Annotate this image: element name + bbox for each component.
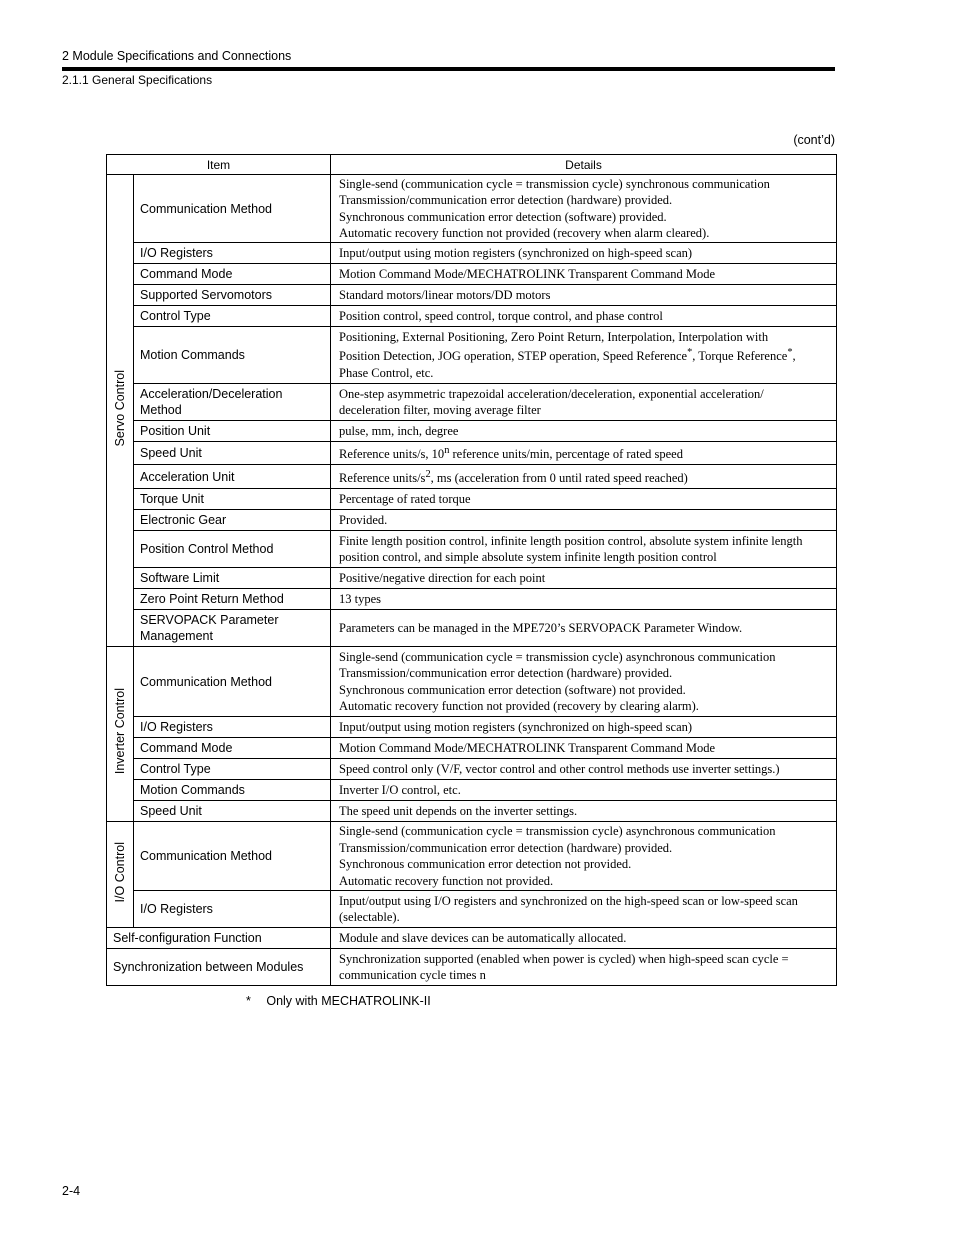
details-cell <box>331 891 837 928</box>
item-cell <box>134 306 331 327</box>
details-line: deceleration filter, moving average filter <box>339 403 541 417</box>
details-text: reference units/min, percentage of rated speed <box>449 447 683 462</box>
details-line: Transmission/communication error detection (hardware) provided. <box>339 193 673 207</box>
details-line <box>339 345 830 365</box>
item-cell <box>134 738 331 759</box>
footnote <box>246 994 431 1008</box>
details-line: (selectable). <box>339 910 400 924</box>
details-line: Percentage of rated torque <box>339 491 471 506</box>
item-label-line: Management <box>140 629 213 643</box>
item-cell <box>107 928 331 949</box>
details-cell <box>331 306 837 327</box>
details-line: Single-send (communication cycle = transmission cycle) asynchronous communication <box>339 649 776 664</box>
details-line: Positioning, External Positioning, Zero Point Return, Interpolation, Interpolation with <box>339 329 769 344</box>
details-line: Motion Command Mode/MECHATROLINK Transparent Command Mode <box>339 740 716 755</box>
details-line: Provided. <box>339 512 388 527</box>
table-row <box>107 489 837 510</box>
footnote-ref: * <box>787 347 793 359</box>
item-cell <box>134 442 331 465</box>
table-row <box>107 949 837 986</box>
details-line: One-step asymmetric trapezoidal acceleration/deceleration, exponential acceleration/ <box>339 386 764 401</box>
table-row <box>107 891 837 928</box>
table-row <box>107 285 837 306</box>
io-control-group <box>107 822 134 928</box>
item-cell <box>134 801 331 822</box>
details-line: Standard motors/linear motors/DD motors <box>339 287 551 302</box>
details-cell <box>331 285 837 306</box>
table-row <box>107 384 837 421</box>
details-line: communication cycle times n <box>339 968 486 982</box>
details-cell <box>331 531 837 568</box>
item-cell <box>134 489 331 510</box>
details-line: Finite length position control, infinite length position control, absolute system infinite length <box>339 533 803 548</box>
table-row <box>107 822 837 891</box>
table-header-row <box>107 155 837 175</box>
item-label: Zero Point Return Method <box>140 592 284 606</box>
item-label: Electronic Gear <box>140 513 227 527</box>
details-cell <box>331 759 837 780</box>
details-cell <box>331 175 837 243</box>
details-line: pulse, mm, inch, degree <box>339 423 459 438</box>
footnote-ref: * <box>687 347 693 359</box>
item-label: Communication Method <box>140 201 273 216</box>
details-cell <box>331 780 837 801</box>
details-line: Automatic recovery function not provided (recovery when alarm cleared). <box>339 226 710 240</box>
details-cell <box>331 264 837 285</box>
table-row <box>107 928 837 949</box>
table-row <box>107 589 837 610</box>
table-row <box>107 780 837 801</box>
item-label: Motion Commands <box>140 348 245 362</box>
section-header: 2.1.1 General Specifications <box>62 73 213 87</box>
item-label: Communication Method <box>140 674 273 689</box>
table-row <box>107 421 837 442</box>
details-line: Position control, speed control, torque control, and phase control <box>339 308 663 323</box>
details-cell <box>331 421 837 442</box>
item-cell <box>134 891 331 928</box>
details-cell <box>331 738 837 759</box>
details-cell <box>331 327 837 384</box>
item-cell <box>134 647 331 717</box>
item-label: Acceleration Unit <box>140 469 235 484</box>
details-cell <box>331 647 837 717</box>
item-cell <box>134 421 331 442</box>
item-cell <box>134 465 331 489</box>
table-row <box>107 264 837 285</box>
item-label: Software Limit <box>140 571 220 585</box>
details-text: Reference units/s, 10 <box>339 447 445 462</box>
table-row <box>107 175 837 243</box>
column-header-item: Item <box>107 155 331 175</box>
details-cell <box>331 610 837 647</box>
details-cell <box>331 384 837 421</box>
details-line: Synchronous communication error detection (software) not provided. <box>339 682 686 697</box>
item-cell <box>134 285 331 306</box>
item-cell <box>134 510 331 531</box>
details-line: Inverter I/O control, etc. <box>339 782 461 797</box>
details-cell <box>331 489 837 510</box>
item-label: I/O Registers <box>140 246 213 260</box>
item-label: Supported Servomotors <box>140 288 273 302</box>
table-row <box>107 717 837 738</box>
details-line: Synchronous communication error detection (software) provided. <box>339 209 667 224</box>
item-label: Command Mode <box>140 267 233 281</box>
superscript: n <box>444 445 450 457</box>
item-cell <box>134 531 331 568</box>
item-label: Synchronization between Modules <box>113 960 304 974</box>
item-cell <box>134 610 331 647</box>
item-cell <box>134 568 331 589</box>
table-row <box>107 531 837 568</box>
item-cell <box>134 822 331 891</box>
item-cell <box>107 949 331 986</box>
details-line: Single-send (communication cycle = transmission cycle) synchronous communication <box>339 176 770 191</box>
page-number: 2-4 <box>62 1184 81 1198</box>
item-label: Position Unit <box>140 424 211 438</box>
details-cell <box>331 717 837 738</box>
details-line: position control, and simple absolute system infinite length position control <box>339 550 717 564</box>
details-line: Speed control only (V/F, vector control and other control methods use inverter settings.) <box>339 761 780 776</box>
item-label: Speed Unit <box>140 804 202 818</box>
details-cell <box>331 243 837 264</box>
details-cell <box>331 801 837 822</box>
item-label: Speed Unit <box>140 446 202 460</box>
item-cell <box>134 384 331 421</box>
item-label: Control Type <box>140 309 211 323</box>
continued-label: (cont’d) <box>793 133 835 147</box>
servo-control-group <box>107 175 134 647</box>
details-line: 13 types <box>339 591 382 606</box>
details-line: Phase Control, etc. <box>339 365 434 380</box>
item-cell <box>134 264 331 285</box>
item-label-line: Method <box>140 403 182 417</box>
table-row <box>107 801 837 822</box>
details-line: Input/output using motion registers (synchronized on high-speed scan) <box>339 719 693 734</box>
details-cell <box>331 442 837 465</box>
table-row <box>107 465 837 489</box>
details-line: Positive/negative direction for each point <box>339 570 546 585</box>
details-cell <box>331 928 837 949</box>
table-row <box>107 568 837 589</box>
details-line: The speed unit depends on the inverter settings. <box>339 803 578 818</box>
superscript: 2 <box>425 468 431 480</box>
chapter-header: 2 Module Specifications and Connections <box>62 49 292 63</box>
item-label-line: SERVOPACK Parameter <box>140 613 279 627</box>
details-text: , <box>792 349 796 364</box>
footnote-text: Only with MECHATROLINK-II <box>266 994 431 1008</box>
details-line: Input/output using motion registers (synchronized on high-speed scan) <box>339 245 693 260</box>
table-row <box>107 510 837 531</box>
details-line: Transmission/communication error detection (hardware) provided. <box>339 840 673 855</box>
details-cell <box>331 822 837 891</box>
group-label: I/O Control <box>113 841 127 903</box>
details-cell <box>331 568 837 589</box>
item-cell <box>134 759 331 780</box>
item-label: Self-configuration Function <box>113 931 262 945</box>
details-text: Position Detection, JOG operation, STEP operation, Speed Reference <box>339 349 688 364</box>
table-row <box>107 327 837 384</box>
item-cell <box>134 589 331 610</box>
table-row <box>107 610 837 647</box>
details-line: Single-send (communication cycle = transmission cycle) asynchronous communication <box>339 824 776 838</box>
table-row <box>107 759 837 780</box>
table-row <box>107 647 837 717</box>
item-cell <box>134 780 331 801</box>
item-label: Motion Commands <box>140 783 245 797</box>
item-label: I/O Registers <box>140 720 213 734</box>
details-line: Parameters can be managed in the MPE720’s SERVOPACK Parameter Window. <box>339 620 743 635</box>
details-line: Motion Command Mode/MECHATROLINK Transparent Command Mode <box>339 266 716 281</box>
details-line: Automatic recovery function not provided. <box>339 873 554 888</box>
item-cell <box>134 717 331 738</box>
item-label: Position Control Method <box>140 542 274 556</box>
inverter-control-group <box>107 647 134 822</box>
details-cell <box>331 949 837 986</box>
item-label: Torque Unit <box>140 492 204 506</box>
item-label: Control Type <box>140 762 211 776</box>
details-cell <box>331 465 837 489</box>
item-label: Command Mode <box>140 741 233 755</box>
details-line: Input/output using I/O registers and synchronized on the high-speed scan or low-speed scan <box>339 893 798 908</box>
item-label: Communication Method <box>140 849 273 863</box>
details-text: Reference units/s <box>339 470 426 485</box>
details-text: , ms (acceleration from 0 until rated speed reached) <box>430 470 688 485</box>
details-line: Transmission/communication error detection (hardware) provided. <box>339 666 673 680</box>
details-line: Automatic recovery function not provided (recovery by clearing alarm). <box>339 699 699 713</box>
table-row <box>107 442 837 465</box>
specifications-table <box>106 154 837 986</box>
details-text: , Torque Reference <box>692 349 788 364</box>
table-row <box>107 243 837 264</box>
group-label: Inverter Control <box>113 688 127 775</box>
item-cell <box>134 243 331 264</box>
details-line: Synchronous communication error detection not provided. <box>339 857 632 871</box>
item-label: I/O Registers <box>140 902 213 916</box>
table-row <box>107 306 837 327</box>
details-cell <box>331 589 837 610</box>
footnote-mark: * <box>246 994 251 1008</box>
group-label: Servo Control <box>113 369 127 447</box>
item-cell <box>134 175 331 243</box>
details-line: Module and slave devices can be automatically allocated. <box>339 930 627 945</box>
table-row <box>107 738 837 759</box>
item-cell <box>134 327 331 384</box>
header-rule <box>62 67 835 71</box>
item-label-line: Acceleration/Deceleration <box>140 387 283 401</box>
details-cell <box>331 510 837 531</box>
details-line: Synchronization supported (enabled when power is cycled) when high-speed scan cycle = <box>339 951 789 966</box>
column-header-details: Details <box>331 155 837 175</box>
